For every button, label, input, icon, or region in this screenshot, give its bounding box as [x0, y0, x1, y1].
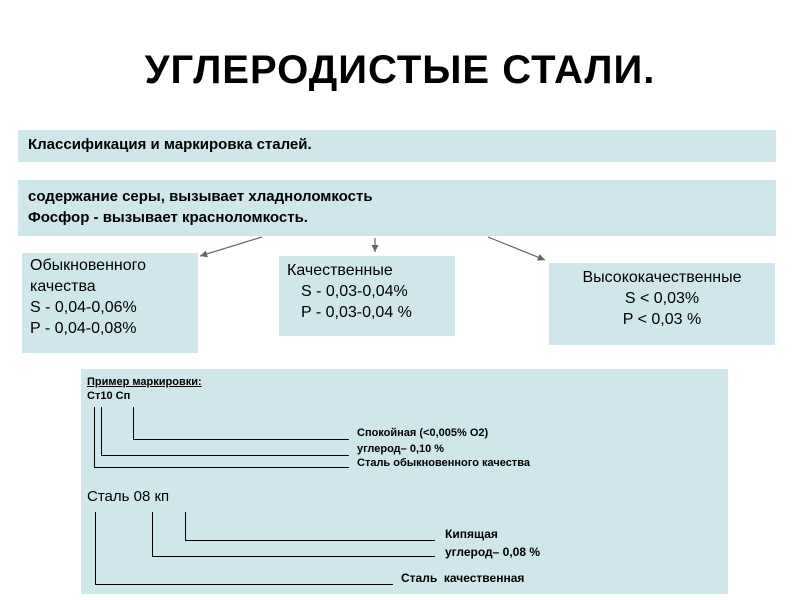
category-name: Высококачественные [582, 269, 742, 286]
tree-line [133, 439, 349, 440]
tree-line [133, 407, 134, 439]
arrow-left [200, 237, 262, 256]
classification-text: Классификация и маркировка сталей. [28, 136, 312, 153]
phosphorus-value: P - 0,04-0,08% [30, 320, 137, 337]
tree-line [185, 512, 186, 540]
category-name-line1: Обыкновенного [30, 257, 147, 274]
marking-example-panel [81, 369, 728, 594]
category-name-line2: качества [30, 278, 96, 295]
category-high-quality [549, 263, 775, 345]
arrow-right [488, 237, 545, 260]
example-heading: Пример маркировки: [87, 376, 202, 388]
category-name: Качественные [287, 262, 393, 279]
grade-2: Сталь 08 кп [87, 488, 170, 505]
grade-2-label-carbon: углерод– 0,08 % [445, 545, 540, 559]
phosphorus-value: P - 0,03-0,04 % [301, 304, 412, 321]
grade-1: Ст10 Сп [87, 390, 131, 402]
sulfur-value: S - 0,03-0,04% [301, 283, 408, 300]
grade-1-label-carbon: углерод– 0,10 % [357, 443, 445, 455]
tree-line [152, 512, 153, 556]
tree-line [94, 467, 349, 468]
grade-1-label-calm: Спокойная (<0,005% О2) [357, 427, 489, 439]
phosphorus-line: Фосфор - вызывает красноломкость. [28, 209, 308, 226]
sulfur-line: содержание серы, вызывает хладноломкость [28, 188, 373, 205]
tree-line [95, 512, 96, 584]
grade-2-label-class: Сталь качественная [401, 571, 525, 585]
tree-line [101, 455, 349, 456]
category-ordinary [22, 253, 198, 353]
tree-line [95, 584, 393, 585]
grade-1-label-class: Сталь обыкновенного качества [357, 457, 530, 469]
grade-2-label-boiling: Кипящая [445, 527, 498, 541]
tree-line [94, 407, 95, 467]
tree-line [152, 556, 435, 557]
phosphorus-value: P < 0,03 % [622, 311, 702, 328]
sulfur-value: S < 0,03% [624, 290, 700, 307]
category-quality [279, 256, 455, 336]
sulfur-value: S - 0,04-0,06% [30, 299, 137, 316]
slide-title: УГЛЕРОДИСТЫЕ СТАЛИ. [144, 48, 656, 92]
tree-line [185, 540, 435, 541]
tree-line [101, 407, 102, 455]
